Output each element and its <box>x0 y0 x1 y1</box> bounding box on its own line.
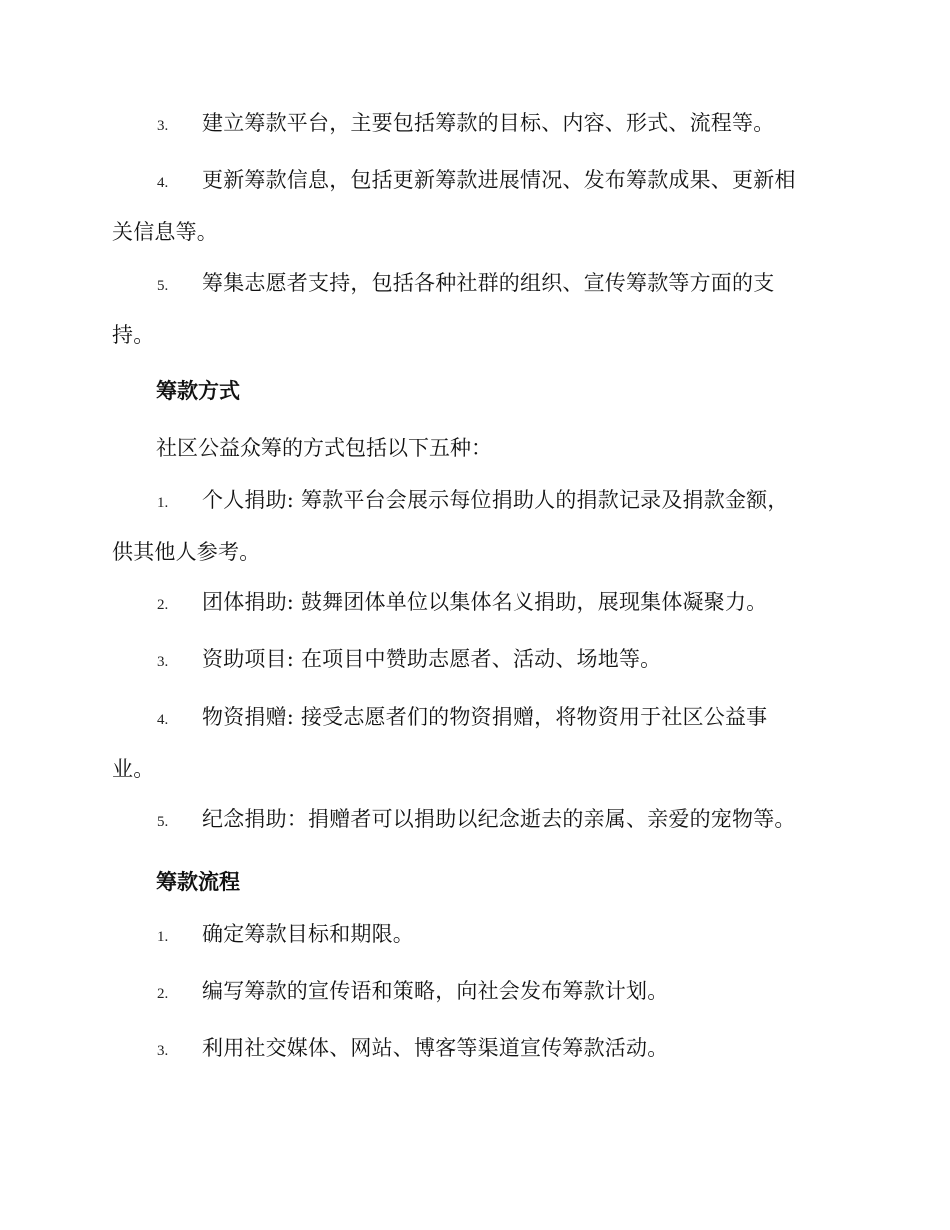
list-text-continuation: 业。 <box>112 757 155 781</box>
list-text-continuation: 供其他人参考。 <box>112 540 261 564</box>
list-number: 5. <box>157 278 169 294</box>
list-item <box>112 107 852 151</box>
list-text: 筹集志愿者支持，包括各种社群的组织、宣传筹款等方面的支 <box>202 271 775 295</box>
list-text: 建立筹款平台，主要包括筹款的目标、内容、形式、流程等。 <box>202 111 775 135</box>
list-item <box>112 643 852 687</box>
list-number: 1. <box>157 929 169 945</box>
list-text: 物资捐赠: 接受志愿者们的物资捐赠，将物资用于社区公益事 <box>202 705 768 729</box>
list-item <box>112 267 852 357</box>
list-item <box>112 918 852 962</box>
list-item <box>112 484 852 574</box>
list-item <box>112 586 852 630</box>
list-text: 资助项目: 在项目中赞助志愿者、活动、场地等。 <box>202 647 662 671</box>
list-number: 2. <box>157 986 169 1002</box>
list-item <box>112 975 852 1019</box>
list-text: 编写筹款的宣传语和策略，向社会发布筹款计划。 <box>202 979 669 1003</box>
list-item <box>112 1032 852 1076</box>
list-text: 利用社交媒体、网站、博客等渠道宣传筹款活动。 <box>202 1036 669 1060</box>
list-text: 团体捐助: 鼓舞团体单位以集体名义捐助，展现集体凝聚力。 <box>202 590 768 614</box>
list-text-continuation: 关信息等。 <box>112 220 218 244</box>
list-number: 1. <box>157 495 169 511</box>
list-number: 4. <box>157 175 169 191</box>
list-text: 更新筹款信息，包括更新筹款进展情况、发布筹款成果、更新相 <box>202 168 796 192</box>
list-item <box>112 803 852 847</box>
list-text: 纪念捐助：捐赠者可以捐助以纪念逝去的亲属、亲爱的宠物等。 <box>202 807 796 831</box>
list-number: 4. <box>157 712 169 728</box>
list-text: 确定筹款目标和期限。 <box>202 922 414 946</box>
list-text-continuation: 持。 <box>112 323 155 347</box>
list-number: 3. <box>157 118 169 134</box>
section-heading: 筹款方式 <box>156 379 240 403</box>
list-item <box>112 164 852 254</box>
intro-paragraph: 社区公益众筹的方式包括以下五种： <box>156 436 492 460</box>
list-item <box>112 701 852 791</box>
list-number: 3. <box>157 1043 169 1059</box>
list-number: 3. <box>157 654 169 670</box>
section-heading: 筹款流程 <box>156 870 240 894</box>
list-number: 2. <box>157 597 169 613</box>
list-text: 个人捐助: 筹款平台会展示每位捐助人的捐款记录及捐款金额， <box>202 488 789 512</box>
list-number: 5. <box>157 814 169 830</box>
